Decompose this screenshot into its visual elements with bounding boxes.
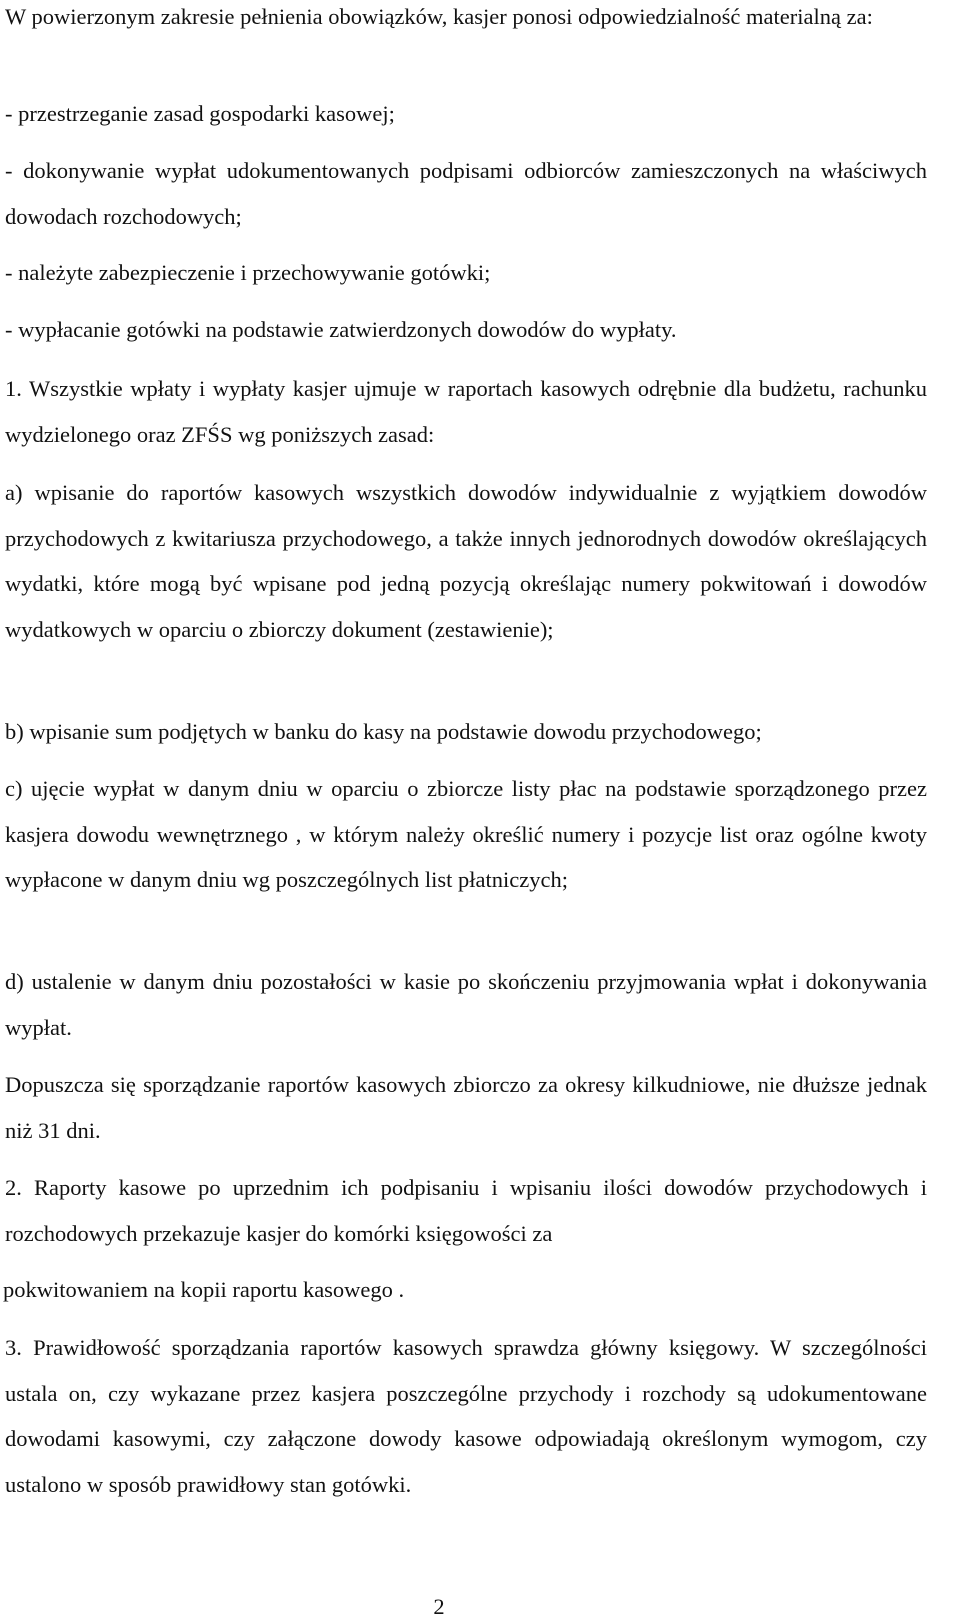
- duty-item-cash-payouts: - wypłacanie gotówki na podstawie zatwierdzonych dowodów do wypłaty.: [5, 317, 677, 342]
- intro-paragraph: W powierzonym zakresie pełnienia obowiązków, kasjer ponosi odpowiedzialność materialną za:: [5, 4, 873, 29]
- page-number: 2: [433, 1594, 445, 1619]
- point-2-continuation: pokwitowaniem na kopii raportu kasowego .: [3, 1277, 405, 1302]
- duty-item-documented-payments: - dokonywanie wypłat udokumentowanych podpisami odbiorców zamieszczonych na właściwych dowodach rozchodowych;: [5, 158, 927, 229]
- point-1a-paragraph: a) wpisanie do raportów kasowych wszystkich dowodów indywidualnie z wyjątkiem dowodów przychodowych z kwitariusza przychodowego, a także innych jednorodnych dowodów określających wydatki, które mogą być wpisane pod jedną pozycją określając numery pokwitowań i dowodów wydatkowych w oparciu o zbiorczy dokument (zestawienie);: [5, 480, 927, 642]
- duty-item-cash-security: - należyte zabezpieczenie i przechowywanie gotówki;: [5, 260, 491, 285]
- point-2-paragraph: 2. Raporty kasowe po uprzednim ich podpisaniu i wpisaniu ilości dowodów przychodowych i rozchodowych przekazuje kasjer do komórki księgowości za: [5, 1175, 927, 1246]
- note-paragraph: Dopuszcza się sporządzanie raportów kasowych zbiorczo za okresy kilkudniowe, nie dłuższe jednak niż 31 dni.: [5, 1072, 927, 1143]
- point-1c-paragraph: c) ujęcie wypłat w danym dniu w oparciu o zbiorcze listy płac na podstawie sporządzonego przez kasjera dowodu wewnętrznego , w którym należy określić numery i pozycje list oraz ogólne kwoty wypłacone w danym dniu wg poszczególnych list płatniczych;: [5, 776, 927, 892]
- point-1-paragraph: 1. Wszystkie wpłaty i wypłaty kasjer ujmuje w raportach kasowych odrębnie dla budżetu, rachunku wydzielonego oraz ZFŚS wg poniższych zasad:: [5, 376, 927, 447]
- point-1d-paragraph: d) ustalenie w danym dniu pozostałości w kasie po skończeniu przyjmowania wpłat i dokonywania wypłat.: [5, 969, 927, 1040]
- duty-item-cash-rules: - przestrzeganie zasad gospodarki kasowej;: [5, 101, 395, 126]
- point-1b-paragraph: b) wpisanie sum podjętych w banku do kasy na podstawie dowodu przychodowego;: [5, 719, 762, 744]
- point-3-paragraph: 3. Prawidłowość sporządzania raportów kasowych sprawdza główny księgowy. W szczególności ustala on, czy wykazane przez kasjera poszczególne przychody i rozchody są udokumentowane dowodami kasowymi, czy załączone dowody kasowe odpowiadają określonym wymogom, czy ustalono w sposób prawidłowy stan gotówki.: [5, 1335, 927, 1497]
